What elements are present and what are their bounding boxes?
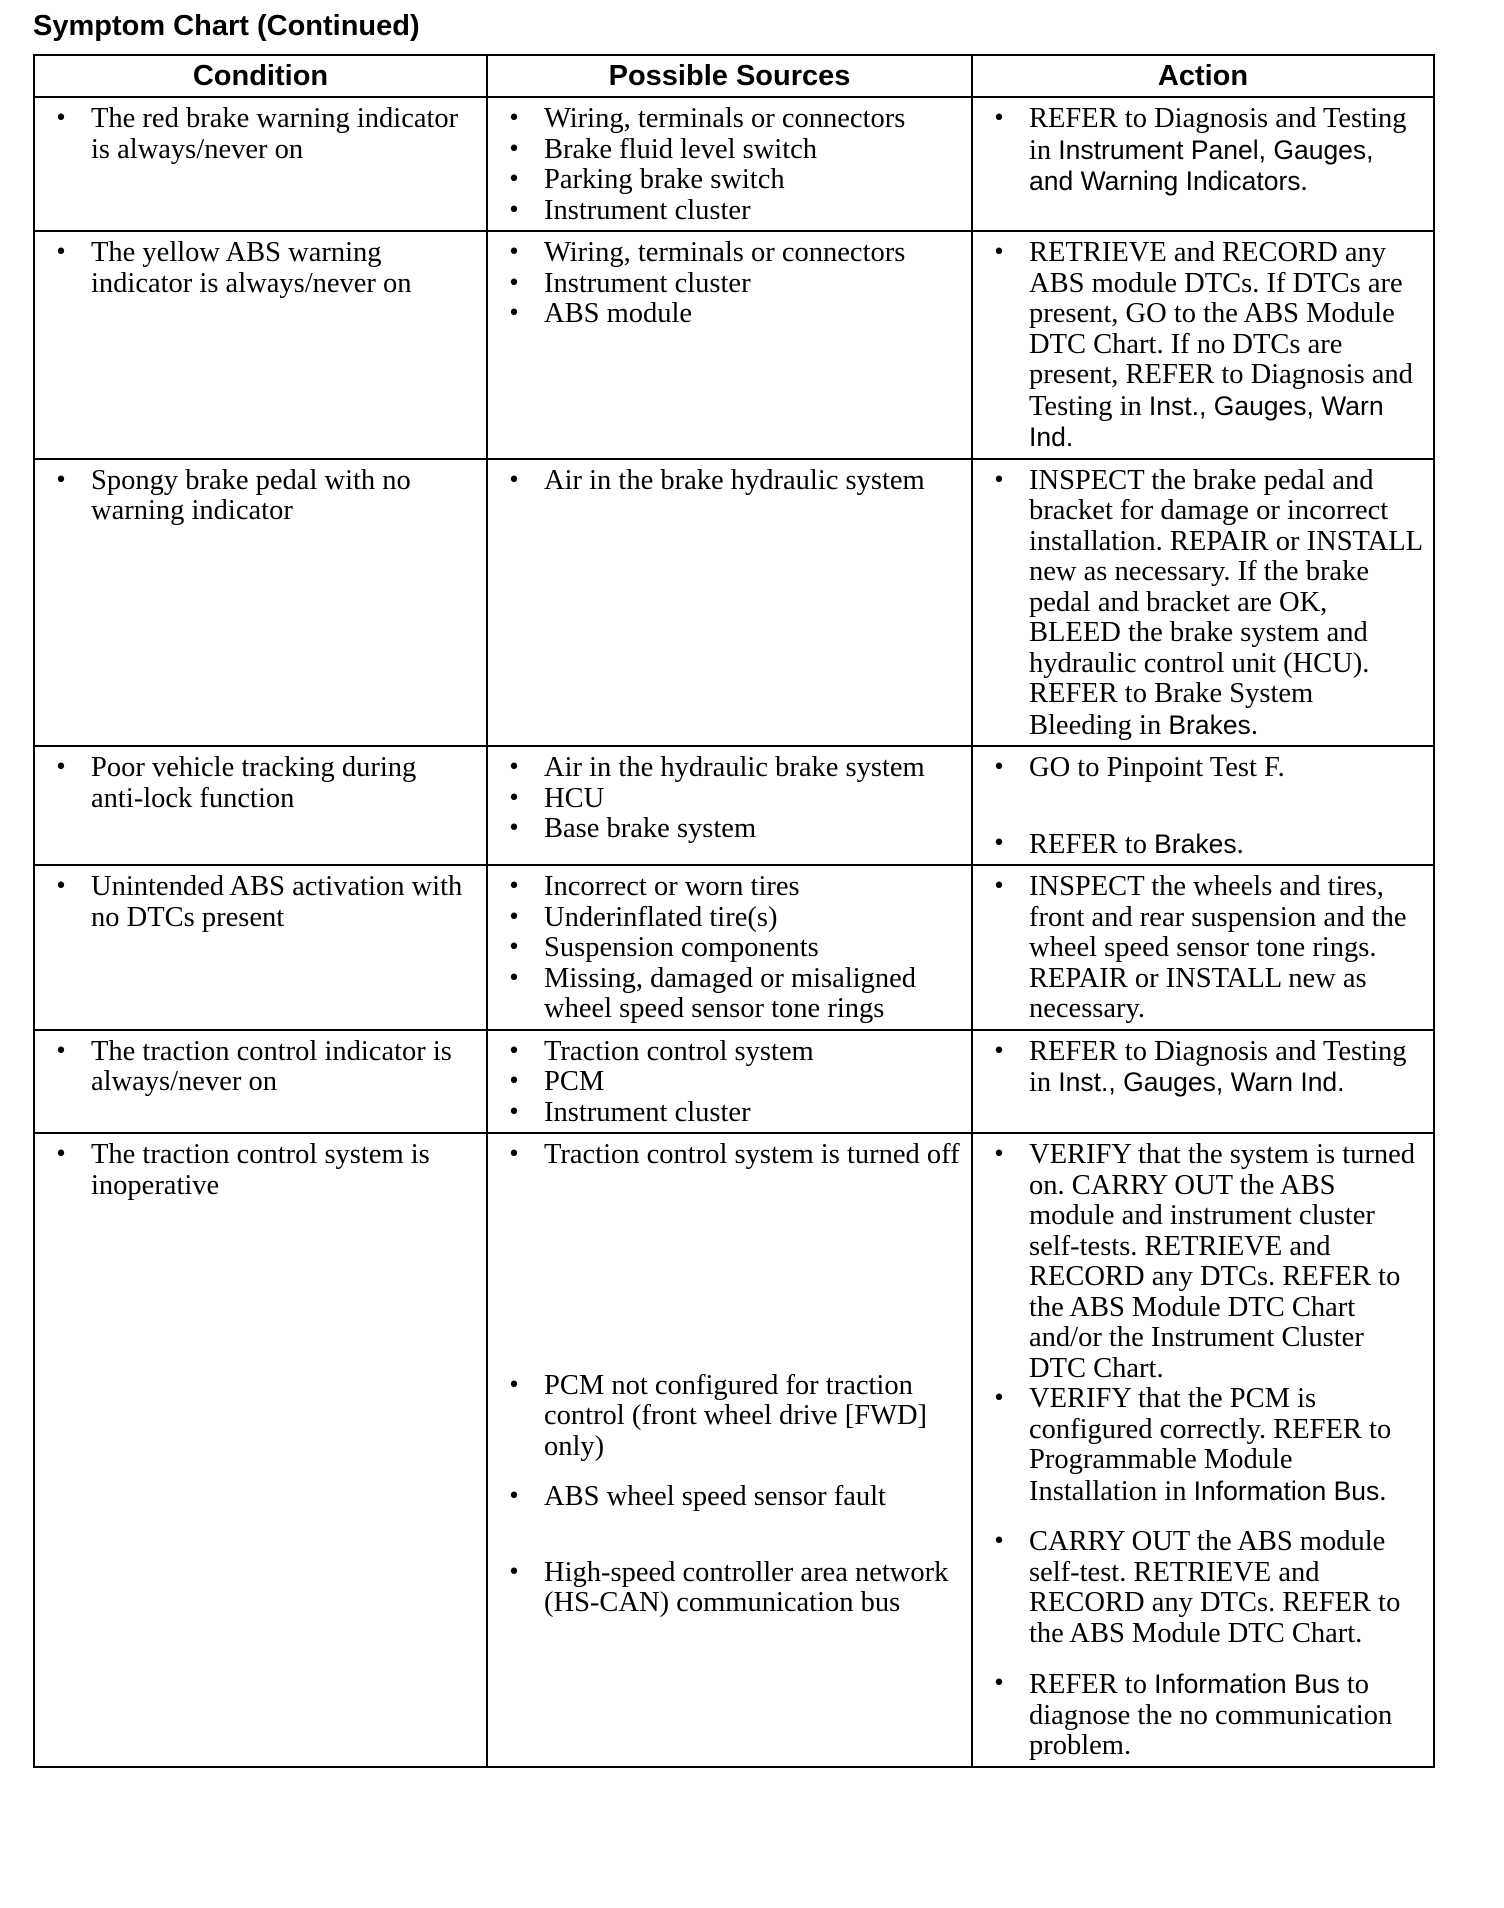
source-text: Traction control system is turned off — [544, 1139, 960, 1170]
action-item — [987, 872, 1423, 1025]
action-text: REFER to Diagnosis and Testing in — [1029, 1035, 1407, 1098]
bullet-icon: • — [54, 467, 68, 493]
source-text: Wiring, terminals or connectors — [544, 103, 906, 134]
bullet-icon: • — [54, 106, 68, 131]
bullet-icon: • — [54, 755, 68, 780]
bullet-icon: • — [507, 301, 521, 326]
action-text: RETRIEVE and RECORD any ABS module DTCs. If DTCs are present, GO to the ABS Module DTC Chart. If no DTCs are present, REFER to Diagnosis and Testing in — [1029, 237, 1413, 422]
bullet-icon: • — [54, 240, 68, 265]
action-item — [987, 829, 1423, 861]
action-item — [987, 104, 1423, 198]
source-text: Wiring, terminals or connectors — [544, 237, 906, 268]
bullet-icon: • — [507, 785, 521, 811]
condition-cell — [34, 231, 487, 459]
bullet-icon: • — [507, 1069, 521, 1094]
table-row — [34, 1133, 1434, 1767]
source-item — [502, 872, 961, 903]
source-item — [502, 1098, 961, 1129]
bullet-icon: • — [992, 1386, 1006, 1411]
bullet-icon: • — [507, 106, 521, 131]
bullet-icon: • — [992, 1529, 1006, 1554]
condition-item — [49, 238, 468, 299]
action-text: VERIFY that the PCM is configured correctly. REFER to Programmable Module Installation in — [1029, 1383, 1392, 1507]
condition-item — [49, 1037, 468, 1098]
condition-cell — [34, 746, 487, 865]
action-item — [987, 1527, 1423, 1649]
bullet-icon: • — [507, 1038, 521, 1064]
source-item — [502, 196, 961, 227]
source-text: Instrument cluster — [544, 194, 751, 226]
action-text: REFER to Diagnosis and Testing in — [1029, 103, 1407, 166]
table-row — [34, 1030, 1434, 1134]
source-text: Underinflated tire(s) — [544, 901, 778, 933]
condition-cell — [34, 1133, 487, 1767]
bullet-icon: • — [992, 874, 1006, 899]
page-title: Symptom Chart (Continued) — [33, 10, 420, 42]
bullet-icon: • — [507, 904, 521, 930]
table-row — [34, 459, 1434, 747]
condition-item — [49, 1140, 468, 1201]
source-text: Instrument cluster — [544, 267, 751, 299]
source-item — [502, 1037, 961, 1068]
condition-text: Poor vehicle tracking during anti-lock function — [91, 752, 417, 814]
bullet-icon: • — [507, 240, 521, 265]
bullet-icon: • — [507, 270, 521, 296]
condition-item — [49, 104, 468, 165]
cross-reference: Instrument Panel, Gauges, and Warning Indicators — [1029, 134, 1374, 196]
action-tail: to diagnose the no communication problem. — [1029, 1669, 1393, 1761]
table-row — [34, 746, 1434, 865]
source-item — [502, 753, 961, 784]
source-text: ABS module — [544, 298, 693, 329]
sources-cell — [487, 459, 972, 747]
bullet-icon: • — [992, 1142, 1006, 1167]
condition-cell — [34, 459, 487, 747]
source-item — [502, 933, 961, 964]
bullet-icon: • — [992, 755, 1006, 780]
action-cell — [972, 231, 1434, 459]
source-item — [502, 964, 961, 1025]
source-text: Brake fluid level switch — [544, 133, 818, 165]
source-text: Air in the brake hydraulic system — [544, 464, 925, 496]
source-text: Traction control system — [544, 1035, 814, 1067]
source-text: Instrument cluster — [544, 1096, 751, 1128]
source-text: Base brake system — [544, 813, 757, 844]
bullet-icon: • — [507, 874, 521, 899]
action-tail: . — [1250, 709, 1258, 741]
bullet-icon: • — [992, 1671, 1006, 1696]
source-text: PCM not configured for traction control (front wheel drive [FWD] only) — [544, 1369, 928, 1462]
source-item — [502, 135, 961, 166]
source-text: HCU — [544, 782, 605, 814]
bullet-icon: • — [507, 467, 521, 493]
source-item — [502, 903, 961, 934]
source-item — [502, 1482, 961, 1513]
bullet-icon: • — [507, 136, 521, 162]
bullet-icon: • — [507, 167, 521, 192]
bullet-icon: • — [54, 1142, 68, 1167]
action-text: REFER to — [1029, 828, 1155, 860]
source-item — [502, 784, 961, 815]
action-cell — [972, 1030, 1434, 1134]
condition-cell — [34, 865, 487, 1030]
source-item — [502, 814, 961, 845]
cross-reference: Information Bus — [1154, 1669, 1340, 1699]
bullet-icon: • — [507, 755, 521, 780]
source-text: Incorrect or worn tires — [544, 871, 800, 902]
action-tail: . — [1300, 166, 1308, 197]
bullet-icon: • — [54, 1038, 68, 1064]
column-header-possible-sources: Possible Sources — [487, 55, 972, 97]
sources-cell — [487, 746, 972, 865]
condition-item — [49, 466, 468, 527]
action-text: REFER to — [1029, 1669, 1155, 1700]
source-text: High-speed controller area network (HS-CAN) communication bus — [544, 1556, 949, 1618]
action-cell — [972, 746, 1434, 865]
action-item — [987, 1140, 1423, 1384]
action-text: INSPECT the wheels and tires, front and rear suspension and the wheel speed sensor tone rings. REPAIR or INSTALL new as necessary. — [1029, 871, 1407, 1024]
bullet-icon: • — [507, 965, 521, 991]
bullet-icon: • — [507, 1484, 521, 1509]
source-text: Parking brake switch — [544, 164, 785, 195]
bullet-icon: • — [992, 106, 1006, 131]
source-item — [502, 466, 961, 497]
source-item — [502, 269, 961, 300]
condition-cell — [34, 1030, 487, 1134]
condition-text: The traction control system is inoperative — [91, 1139, 430, 1201]
condition-text: Unintended ABS activation with no DTCs present — [91, 871, 463, 933]
action-cell — [972, 865, 1434, 1030]
bullet-icon: • — [507, 1559, 521, 1585]
bullet-icon: • — [54, 874, 68, 899]
cross-reference: Brakes — [1154, 828, 1237, 859]
source-item — [502, 238, 961, 269]
cross-reference: Inst., Gauges, Warn Ind. — [1058, 1067, 1345, 1097]
condition-text: The traction control indicator is always/never on — [91, 1035, 452, 1097]
action-item — [987, 1669, 1423, 1762]
action-text: CARRY OUT the ABS module self-test. RETRIEVE and RECORD any DTCs. REFER to the ABS Module DTC Chart. — [1029, 1526, 1401, 1649]
source-text: PCM — [544, 1066, 605, 1097]
action-tail: . — [1236, 828, 1244, 860]
source-text: Missing, damaged or misaligned wheel speed sensor tone rings — [544, 962, 917, 1024]
bullet-icon: • — [992, 467, 1006, 493]
table-row — [34, 97, 1434, 231]
sources-cell — [487, 97, 972, 231]
bullet-icon: • — [507, 816, 521, 841]
bullet-icon: • — [507, 1372, 521, 1398]
condition-item — [49, 753, 468, 814]
action-item — [987, 238, 1423, 454]
cross-reference: Inst., Gauges, Warn Ind. — [1029, 390, 1384, 452]
source-text: Suspension components — [544, 932, 819, 963]
condition-text: Spongy brake pedal with no warning indicator — [91, 464, 411, 526]
source-item — [502, 165, 961, 196]
source-item — [502, 299, 961, 330]
action-text: VERIFY that the system is turned on. CARRY OUT the ABS module and instrument cluster self-tests. RETRIEVE and RECORD any DTCs. REFER to the ABS Module DTC Chart and/or the Instrument Cluster DTC Chart. — [1029, 1139, 1416, 1384]
condition-text: The red brake warning indicator is always/never on — [91, 103, 459, 165]
sources-cell — [487, 231, 972, 459]
source-text: Air in the hydraulic brake system — [544, 752, 925, 783]
action-item — [987, 1037, 1423, 1099]
source-item — [502, 1140, 961, 1171]
action-text: GO to Pinpoint Test F. — [1029, 752, 1285, 783]
action-cell — [972, 1133, 1434, 1767]
source-text: ABS wheel speed sensor fault — [544, 1481, 886, 1512]
bullet-icon: • — [507, 197, 521, 223]
header-row — [34, 55, 1434, 97]
action-text: INSPECT the brake pedal and bracket for damage or incorrect installation. REPAIR or INSTALL new as necessary. If the brake pedal and bracket are OK, BLEED the brake system and hydraulic control unit (HCU). REFER to Brake System Bleeding in — [1029, 464, 1423, 741]
sources-cell — [487, 1133, 972, 1767]
bullet-icon: • — [507, 1142, 521, 1167]
bullet-icon: • — [507, 1099, 521, 1125]
action-item — [987, 466, 1423, 742]
bullet-icon: • — [992, 1038, 1006, 1064]
source-item — [502, 1371, 961, 1463]
bullet-icon: • — [992, 240, 1006, 265]
column-header-condition: Condition — [34, 55, 487, 97]
source-item — [502, 1558, 961, 1619]
bullet-icon: • — [992, 830, 1006, 856]
table-row — [34, 865, 1434, 1030]
sources-cell — [487, 865, 972, 1030]
source-item — [502, 104, 961, 135]
column-header-action: Action — [972, 55, 1434, 97]
action-cell — [972, 459, 1434, 747]
sources-cell — [487, 1030, 972, 1134]
action-item — [987, 753, 1423, 784]
bullet-icon: • — [507, 935, 521, 960]
condition-item — [49, 872, 468, 933]
source-item — [502, 1067, 961, 1098]
condition-text: The yellow ABS warning indicator is always/never on — [91, 237, 412, 299]
action-item — [987, 1384, 1423, 1507]
symptom-table — [33, 54, 1435, 1768]
condition-cell — [34, 97, 487, 231]
action-tail: . — [1379, 1475, 1387, 1507]
cross-reference: Information Bus — [1193, 1475, 1380, 1506]
action-cell — [972, 97, 1434, 231]
table-row — [34, 231, 1434, 459]
cross-reference: Brakes — [1168, 709, 1251, 740]
